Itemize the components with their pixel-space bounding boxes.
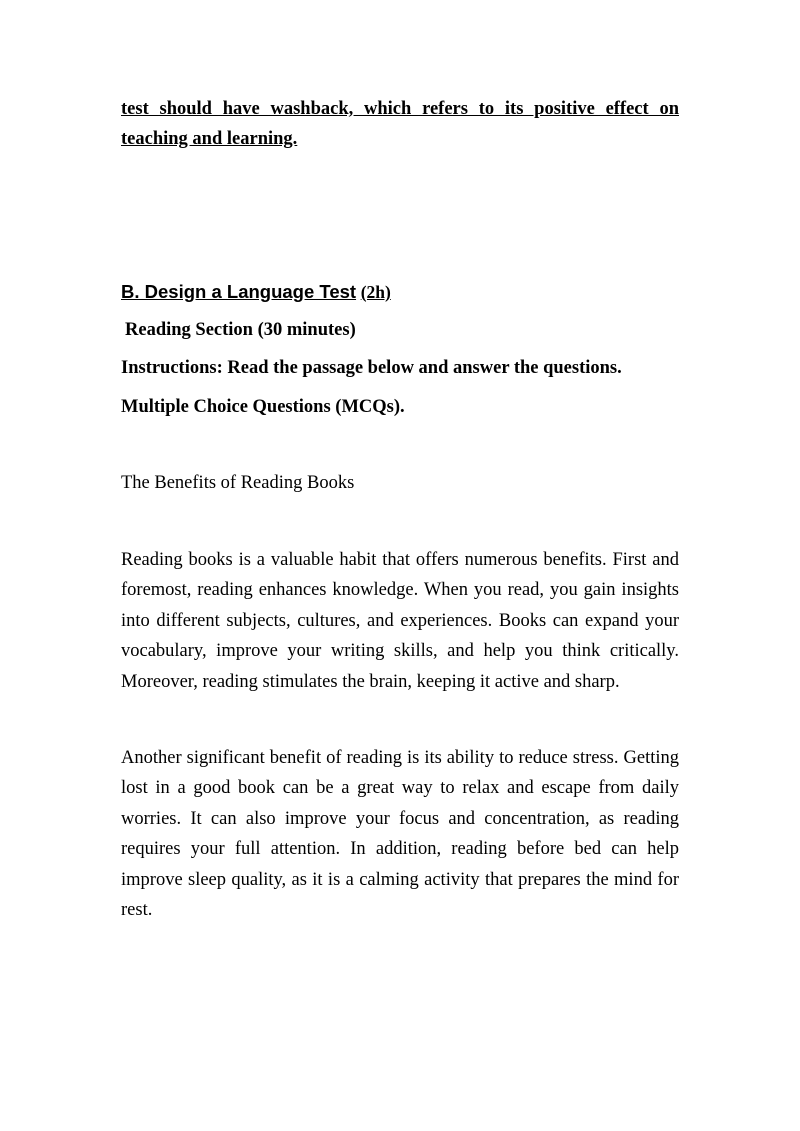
reading-instructions: Instructions: Read the passage below and answer the questions. (121, 358, 622, 378)
section-b-title: B. Design a Language Test (121, 281, 357, 302)
passage-paragraph: Reading books is a valuable habit that offers numerous benefits. First and foremost, reading enhances knowledge. When you read, you gain insights into different subjects, cultures, and experiences. Books can expand your vocabulary, improve your writing skills, and help you think critically. Moreover, reading stimulates the brain, keeping it active and sharp. (121, 550, 679, 692)
section-b-heading (121, 279, 679, 306)
passage-paragraph: Another significant benefit of reading is its ability to reduce stress. Getting lost in a good book can be a great way to relax and escape from daily worries. It can also improve your focus and concentration, as reading requires your full attention. In addition, reading before bed can help improve sleep quality, as it is a calming activity that prepares the mind for rest. (121, 748, 679, 921)
reading-section-title: Reading Section (30 minutes) (125, 320, 356, 340)
passage-title: The Benefits of Reading Books (121, 473, 355, 493)
section-b-duration: (2h) (360, 282, 391, 302)
question-type-label: Multiple Choice Questions (MCQs). (121, 397, 405, 417)
intro-washback-text: test should have washback, which refers to its positive effect on teaching and learning. (121, 99, 679, 149)
